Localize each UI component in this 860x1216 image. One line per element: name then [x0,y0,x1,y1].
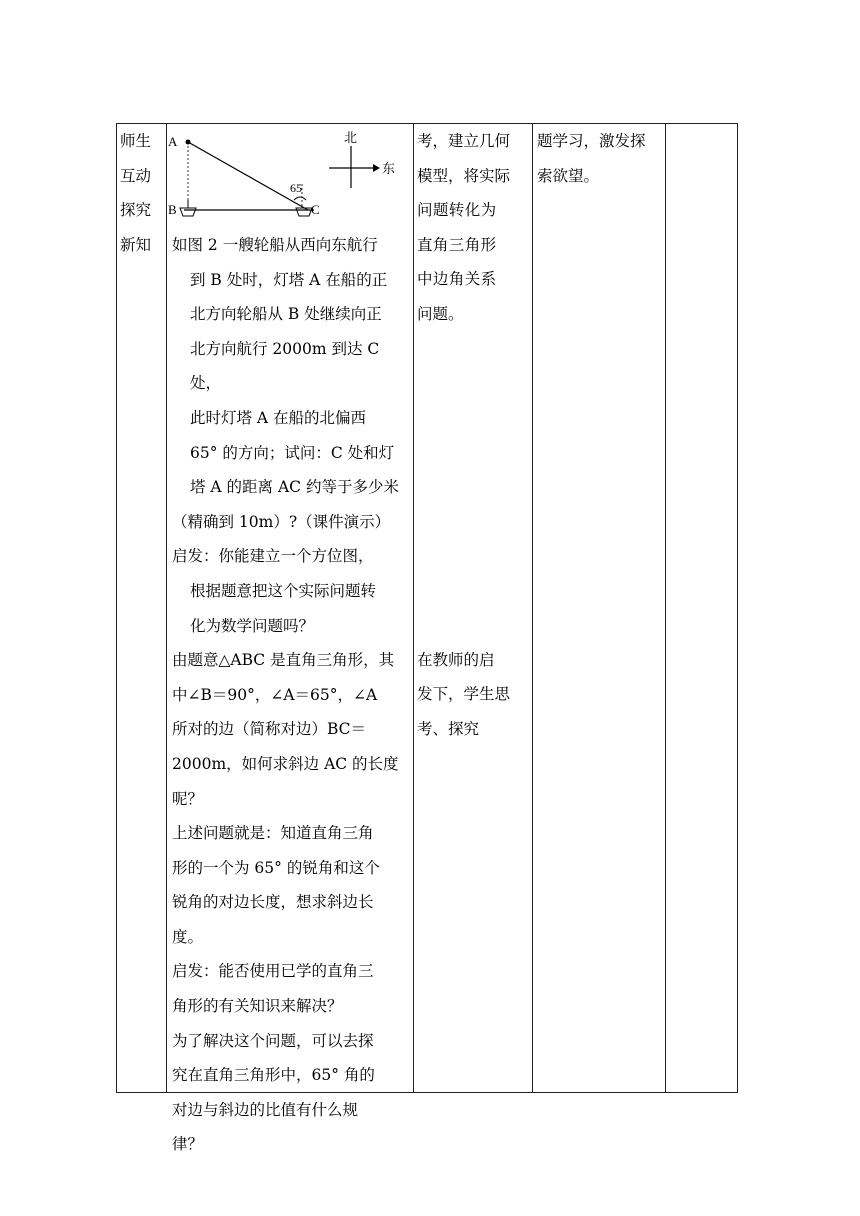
student-line: 问题。 [417,304,464,323]
label-c: C [311,202,320,217]
student-line: 直角三角形 [417,235,497,254]
student-line: 考、探究 [417,719,480,738]
column-divider [532,124,533,1092]
hint-line: 启发：你能建立一个方位图， [172,547,374,566]
analysis-line: 由题意△ABC 是直角三角形，其 [172,651,395,670]
analysis-line: 中∠B＝90°，∠A＝65°，∠A [172,685,378,704]
angle-arc [294,197,306,200]
student-line: 发下，学生思 [417,685,511,704]
line-ac [188,142,308,210]
analysis-text [172,643,410,816]
row-label-line: 探究 [120,201,152,220]
student-activity [417,124,529,746]
student-line: 中边角关系 [417,270,497,289]
north-label: 北 [344,131,358,146]
student-line: 在教师的启 [417,650,495,669]
column-divider [413,124,414,1092]
problem-line: 如图 2 一艘轮船从西向东航行 [172,236,378,254]
student-line: 考，建立几何 [417,132,511,150]
lighthouse-point [186,140,191,145]
ship-c-icon [296,208,312,216]
problem-line: 此时灯塔 A 在船的北偏西 [190,408,367,427]
ship-b-icon [180,208,196,216]
problem-line: 塔 A 的距离 AC 约等于多少米 [190,478,399,497]
analysis-line: 所对的边（简称对边）BC＝ [172,720,367,739]
analysis-line: 2000m，如何求斜边 AC 的长度 [172,754,399,773]
problem-text [172,228,410,539]
row-label-line: 新知 [120,235,152,254]
explore-line: 律？ [172,1135,204,1154]
row-label [120,124,164,262]
problem-line: （精确到 10m）?（课件演示） [172,512,391,531]
restate-line: 度。 [172,927,204,946]
explore-text [172,1024,410,1162]
hint-line: 根据题意把这个实际问题转 [190,581,377,600]
teaching-content [168,124,410,1162]
east-label: 东 [382,162,396,177]
lesson-table [116,123,738,1154]
spacer [417,332,529,643]
restate-line: 上述问题就是：知道直角三角 [172,824,374,843]
hint-line: 化为数学问题吗？ [190,616,315,635]
hint-two [172,954,410,1023]
restate-text [172,816,410,954]
design-intent [537,124,665,193]
hint-line: 启发：能否使用已学的直角三 [172,962,374,981]
explore-line: 究在直角三角形中，65° 角的 [172,1066,375,1085]
row-label-line: 互动 [120,166,152,185]
column-divider [665,124,666,1092]
student-line: 模型，将实际 [417,166,511,185]
row-label-line: 师生 [120,132,152,150]
lighthouse-figure [168,124,410,228]
column-divider [166,124,167,1092]
explore-line: 对边与斜边的比值有什么规 [172,1100,359,1119]
hint-one [172,539,410,643]
hint-line: 角形的有关知识来解决？ [172,997,343,1016]
problem-line: 65° 的方向；试问：C 处和灯 [190,443,395,462]
label-a: A [168,134,178,149]
angle-label: 65 [290,181,302,195]
problem-line: 到 B 处时，灯塔 A 在船的正 [190,270,388,289]
explore-line: 为了解决这个问题，可以去探 [172,1031,374,1050]
problem-line: 北方向轮船从 B 处继续向正 [190,305,382,324]
student-line: 问题转化为 [417,201,497,220]
restate-line: 锐角的对边长度，想求斜边长 [172,893,374,912]
problem-line: 北方向航行 2000m 到达 C 处， [190,339,380,393]
label-b: B [168,202,177,217]
analysis-line: 呢？ [172,789,204,808]
triangle-diagram [166,128,406,228]
intent-line: 题学习，激发探 [537,132,646,150]
intent-line: 索欲望。 [537,166,600,185]
east-arrow-icon [373,164,380,172]
restate-line: 形的一个为 65° 的锐角和这个 [172,858,380,877]
